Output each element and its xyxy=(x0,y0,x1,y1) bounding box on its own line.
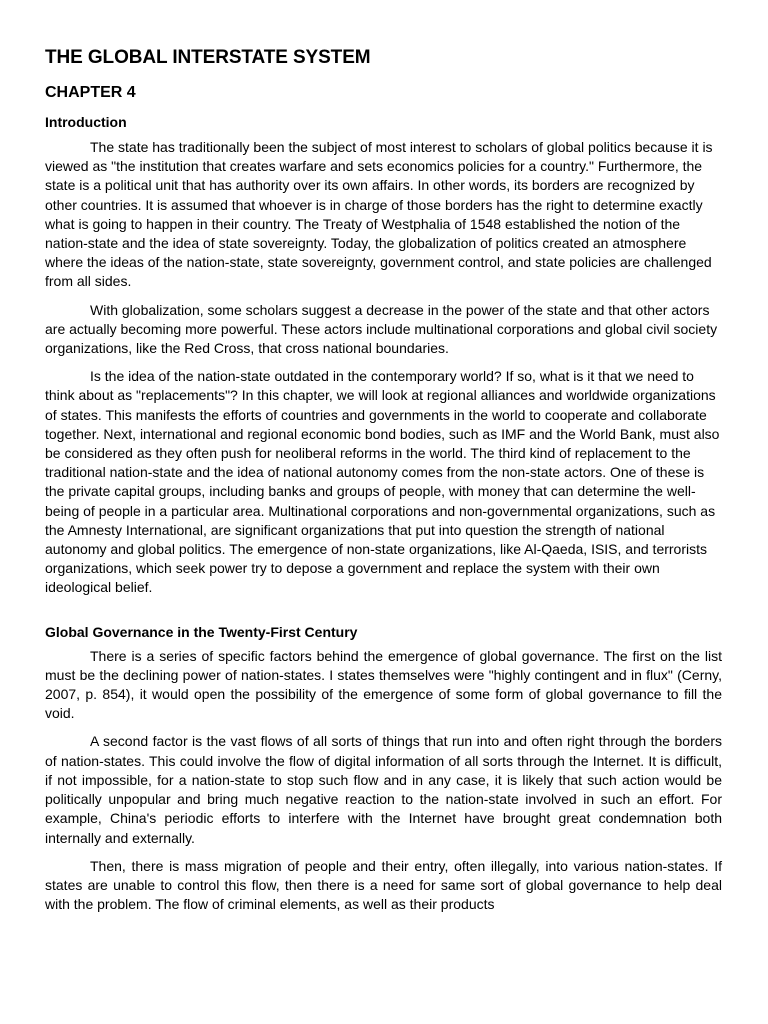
paragraph: Is the idea of the nation-state outdated in the contemporary world? If so, what is it that we need to think about as "replacements"? In this chapter, we will look at regional alliances and worldwide organizations of states. This manifests the efforts of countries and governments in the world to cooperate and collaborate together. Next, international and regional economic bond bodies, such as IMF and the World Bank, must also be considered as they often push for neoliberal reforms in the world. The third kind of replacement to the traditional nation-state and the idea of national autonomy comes from the non-state actors. One of these is the private capital groups, including banks and groups of people, with money that can determine the well-being of people in a particular area. Multinational corporations and non-governmental organizations, such as the Amnesty International, are significant organizations that put into question the strength of national autonomy and global politics. The emergence of non-state organizations, like Al-Qaeda, ISIS, and terrorists organizations, which seek power try to depose a government and replace the system with their own ideological belief. xyxy=(45,368,720,596)
section-heading-introduction: Introduction xyxy=(45,114,127,130)
paragraph: There is a series of specific factors behind the emergence of global governance. The first on the list must be the declining power of nation-states. I states themselves were "highly contingent and in flux" (Cerny, 2007, p. 854), it would open the possibility of the emergence of some form of global governance to fill the void. xyxy=(45,647,722,722)
paragraph: With globalization, some scholars suggest a decrease in the power of the state and that other actors are actually becoming more powerful. These actors include multinational corporations and global civil society organizations, like the Red Cross, that cross national boundaries. xyxy=(45,301,718,357)
chapter-heading: CHAPTER 4 xyxy=(45,84,136,101)
paragraph: Then, there is mass migration of people and their entry, often illegally, into various nation-states. If states are unable to control this flow, then there is a need for same sort of global governance to help deal with the problem. The flow of criminal elements, as well as their products xyxy=(45,857,722,913)
document-title: THE GLOBAL INTERSTATE SYSTEM xyxy=(45,47,371,68)
paragraph: A second factor is the vast flows of all sorts of things that run into and often right through the borders of nation-states. This could involve the flow of digital information of all sorts through the Internet. It is difficult, if not impossible, for a nation-state to stop such flow and in any case, it is likely that such action would be politically unpopular and bring much negative reaction to the nation-state involved in such an effort. For example, China's periodic efforts to interfere with the Internet have brought great condemnation both internally and externally. xyxy=(45,733,722,846)
document-page xyxy=(45,44,722,923)
section-introduction xyxy=(45,112,722,598)
section-global-governance xyxy=(45,622,722,915)
paragraph: The state has traditionally been the subject of most interest to scholars of global politics because it is viewed as "the institution that creates warfare and sets economics policies for a country." Furthermore, the state is a political unit that has authority over its own affairs. In other words, its borders are recognized by other countries. It is assumed that whoever is in charge of those borders has the right to determine exactly what is going to happen in their country. The Treaty of Westphalia of 1548 established the notion of the nation-state and the idea of state sovereignty. Today, the globalization of politics created an atmosphere where the ideas of the nation-state, state sovereignty, government control, and state policies are challenged from all sides. xyxy=(45,139,713,290)
section-heading-global-governance: Global Governance in the Twenty-First Century xyxy=(45,623,358,640)
